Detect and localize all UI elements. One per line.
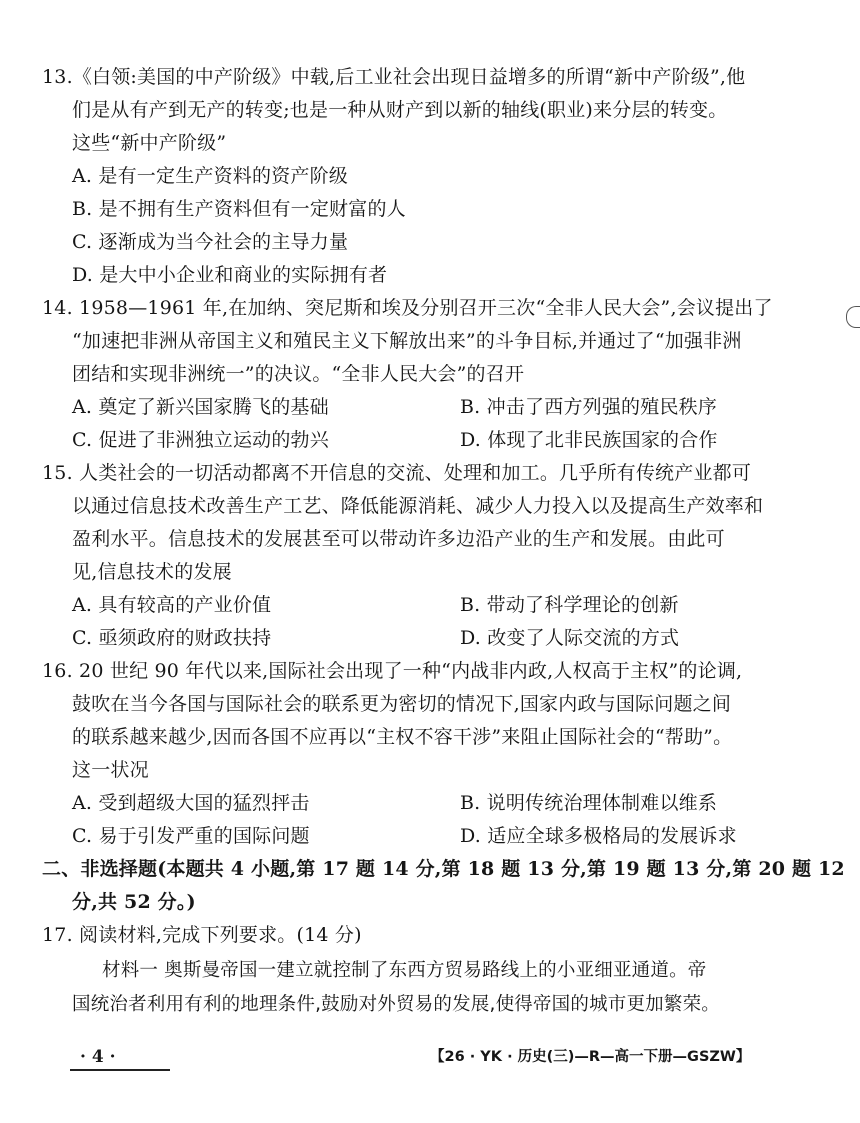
section-2-heading-line: 二、非选择题(本题共 4 小题,第 17 题 14 分,第 18 题 13 分,第 19 题 13 分,第 20 题 12: [42, 858, 845, 880]
question-16-option-b: B. 说明传统治理体制难以维系: [460, 792, 718, 814]
question-16-option-a: A. 受到超级大国的猛烈抨击: [72, 792, 310, 814]
question-13-option-c: C. 逐渐成为当今社会的主导力量: [72, 231, 349, 253]
question-16-stem-line: 这一状况: [72, 759, 149, 781]
question-15-option-c: C. 亟须政府的财政扶持: [72, 627, 272, 649]
material-1-line: 国统治者利用有利的地理条件,鼓励对外贸易的发展,使得帝国的城市更加繁荣。: [72, 994, 720, 1015]
question-16-option-c: C. 易于引发严重的国际问题: [72, 825, 310, 847]
question-15-option-a: A. 具有较高的产业价值: [72, 594, 272, 616]
question-13-option-a: A. 是有一定生产资料的资产阶级: [72, 165, 349, 187]
question-13-stem-line: 们是从有产到无产的转变;也是一种从财产到以新的轴线(职业)来分层的转变。: [72, 99, 728, 121]
question-16-stem-line: 的联系越来越少,因而各国不应再以“主权不容干涉”来阻止国际社会的“帮助”。: [72, 726, 733, 748]
material-1-line: 材料一 奥斯曼帝国一建立就控制了东西方贸易路线上的小亚细亚通道。帝: [102, 960, 707, 981]
question-16-stem-line: 16. 20 世纪 90 年代以来,国际社会出现了一种“内战非内政,人权高于主权”的论调,: [42, 660, 743, 682]
binding-hole-mark: [846, 306, 860, 328]
question-15-stem-line: 15. 人类社会的一切活动都离不开信息的交流、处理和加工。几乎所有传统产业都可: [42, 462, 752, 484]
question-13-option-b: B. 是不拥有生产资料但有一定财富的人: [72, 198, 406, 220]
question-16-stem-line: 鼓吹在当今各国与国际社会的联系更为密切的情况下,国家内政与国际问题之间: [72, 693, 732, 715]
question-14-option-a: A. 奠定了新兴国家腾飞的基础: [72, 396, 329, 418]
question-14-stem-line: “加速把非洲从帝国主义和殖民主义下解放出来”的斗争目标,并通过了“加强非洲: [72, 330, 742, 352]
question-17-stem: 17. 阅读材料,完成下列要求。(14 分): [42, 924, 362, 946]
question-14-option-d: D. 体现了北非民族国家的合作: [460, 429, 718, 451]
question-16-option-d: D. 适应全球多极格局的发展诉求: [460, 825, 737, 847]
page-number: · 4 ·: [70, 1045, 170, 1071]
question-15-option-d: D. 改变了人际交流的方式: [460, 627, 680, 649]
question-13-stem-line: 这些“新中产阶级”: [72, 132, 227, 154]
section-2-heading-line: 分,共 52 分。): [72, 891, 196, 913]
question-15-stem-line: 以通过信息技术改善生产工艺、降低能源消耗、减少人力投入以及提高生产效率和: [72, 495, 764, 517]
question-15-stem-line: 见,信息技术的发展: [72, 561, 232, 583]
question-15-option-b: B. 带动了科学理论的创新: [460, 594, 679, 616]
question-13-stem-line: 13.《白领:美国的中产阶级》中载,后工业社会出现日益增多的所谓“新中产阶级”,他: [42, 66, 746, 88]
question-14-stem-line: 团结和实现非洲统一”的决议。“全非人民大会”的召开: [72, 363, 525, 385]
exam-code: 【26 · YK · 历史(三)—R—高一下册—GSZW】: [430, 1049, 751, 1065]
question-15-stem-line: 盈利水平。信息技术的发展甚至可以带动许多边沿产业的生产和发展。由此可: [72, 528, 725, 550]
question-14-option-c: C. 促进了非洲独立运动的勃兴: [72, 429, 329, 451]
question-13-option-d: D. 是大中小企业和商业的实际拥有者: [72, 264, 388, 286]
question-14-stem-line: 14. 1958—1961 年,在加纳、突尼斯和埃及分别召开三次“全非人民大会”,会议提出了: [42, 297, 773, 319]
question-14-option-b: B. 冲击了西方列强的殖民秩序: [460, 396, 718, 418]
